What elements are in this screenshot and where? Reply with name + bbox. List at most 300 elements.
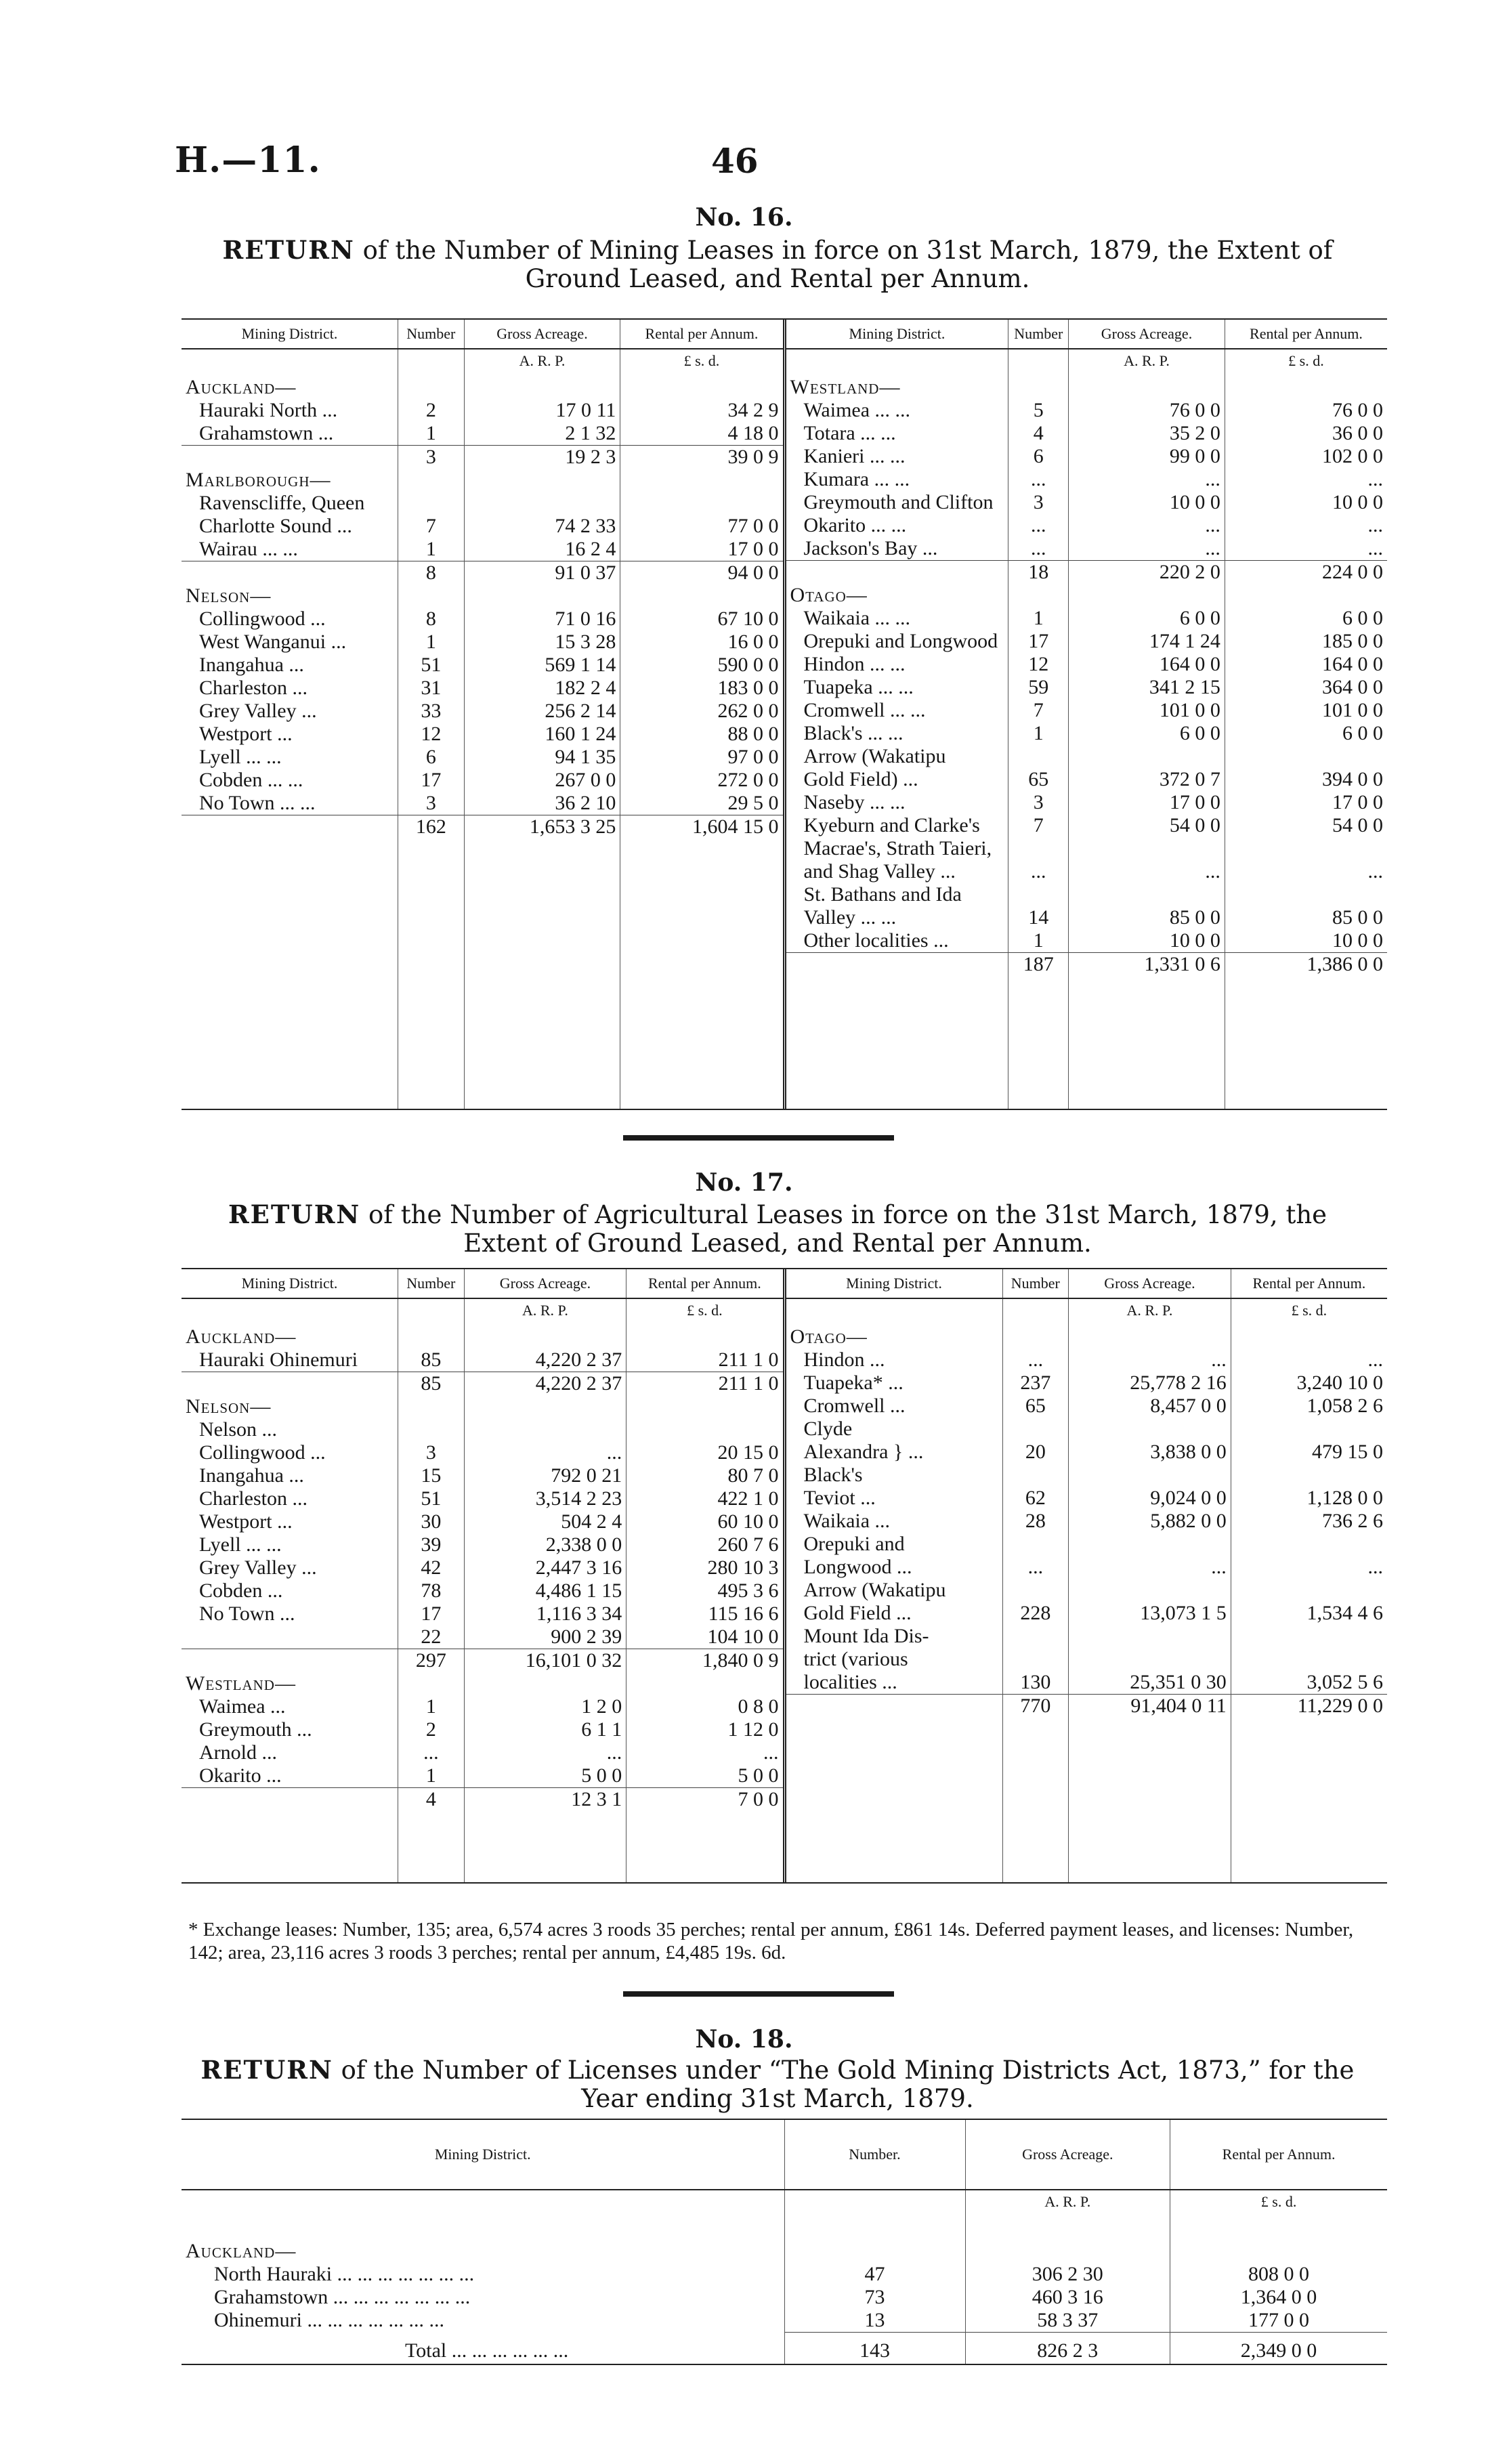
header-row	[182, 320, 783, 349]
number-cell	[398, 1418, 465, 1441]
return-table-licenses	[182, 2120, 1387, 2364]
district-cell: Greymouth ...	[182, 1718, 398, 1741]
rental-cell: 272 0 0	[717, 769, 779, 791]
total-row	[182, 1788, 783, 1812]
table-row	[182, 654, 783, 677]
acreage-cell: 341 2 15	[1069, 676, 1225, 699]
acreage-cell: 164 0 0	[1069, 653, 1225, 676]
number-cell: 30	[398, 1510, 465, 1533]
acreage-cell	[464, 1672, 626, 1695]
rental-cell: 211 1 0	[718, 1348, 779, 1371]
table-18-number: No. 18.	[695, 2025, 793, 2054]
acreage-cell: 5,882 0 0	[1069, 1510, 1231, 1533]
total-row	[182, 446, 783, 469]
acreage-cell: 54 0 0	[1069, 814, 1225, 837]
filler-cell	[1069, 976, 1225, 1109]
table-row	[786, 422, 1388, 445]
column-header-district: Mining District.	[182, 2120, 784, 2190]
number-cell: 31	[398, 677, 465, 700]
table-row	[182, 746, 783, 769]
number-cell: 3	[398, 446, 465, 469]
column-header-number: Number.	[784, 2120, 965, 2190]
district-cell	[182, 561, 398, 585]
rental-cell	[620, 469, 783, 492]
rental-cell: 479 15 0	[1312, 1441, 1383, 1463]
table-row	[182, 2263, 1387, 2286]
district-cell: and Shag Valley ...	[786, 860, 1008, 883]
rental-cell: 364 0 0	[1322, 676, 1383, 698]
total-row	[786, 1695, 1388, 1718]
rental-cell: 104 10 0	[707, 1626, 779, 1648]
acreage-cell: ...	[1069, 468, 1225, 491]
district-cell: Kanieri ... ...	[786, 445, 1008, 468]
district-cell: Alexandra } ...	[786, 1441, 1003, 1464]
acreage-cell: 1,116 3 34	[464, 1602, 626, 1626]
rental-cell	[626, 1418, 783, 1441]
district-cell: Westport ...	[182, 1510, 398, 1533]
number-cell	[1002, 1325, 1069, 1348]
acreage-cell: 267 0 0	[464, 769, 620, 792]
district-cell: Total ... ... ... ... ... ...	[182, 2333, 784, 2363]
acreage-cell	[464, 1418, 626, 1441]
column-header-number: Number	[398, 1269, 465, 1298]
district-cell: Mount Ida Dis-	[786, 1625, 1003, 1648]
acreage-cell: 5 0 0	[464, 1764, 626, 1788]
filler-cell	[1008, 976, 1069, 1109]
rental-cell: 262 0 0	[717, 700, 779, 722]
number-cell: 17	[398, 1602, 465, 1626]
acreage-cell: 2,447 3 16	[464, 1556, 626, 1579]
filler-cell	[398, 1811, 465, 1882]
table-row	[182, 769, 783, 792]
number-cell: ...	[1008, 468, 1069, 491]
column-header-number: Number	[1008, 320, 1069, 349]
district-cell: Cromwell ...	[786, 1395, 1003, 1418]
filler-row	[182, 2362, 1387, 2364]
total-row	[182, 561, 783, 585]
units-blank	[786, 349, 1008, 376]
number-cell	[398, 376, 465, 399]
rental-cell: 177 0 0	[1248, 2309, 1310, 2331]
rental-cell: 10 0 0	[1332, 491, 1383, 513]
header-row	[786, 1269, 1388, 1298]
rental-cell	[1231, 1418, 1387, 1441]
acreage-cell: 460 3 16	[965, 2286, 1170, 2309]
table-row	[182, 1741, 783, 1764]
table-row	[786, 445, 1388, 468]
table-row	[182, 515, 783, 538]
number-cell: 17	[398, 769, 465, 792]
number-cell: 20	[1002, 1441, 1069, 1464]
table-row	[786, 1372, 1388, 1395]
number-cell: 78	[398, 1579, 465, 1602]
filler-row	[786, 976, 1388, 1109]
district-cell	[182, 446, 398, 469]
filler-cell	[786, 1718, 1003, 1882]
number-cell: 3	[1008, 791, 1069, 814]
table-row	[182, 1441, 783, 1464]
rental-cell	[1225, 584, 1387, 607]
district-cell: Otago—	[786, 1325, 1003, 1348]
district-cell: Black's	[786, 1464, 1003, 1487]
rental-cell: 54 0 0	[1332, 814, 1383, 836]
column-header-rental: Rental per Annum.	[620, 320, 783, 349]
filler-row	[182, 838, 783, 1109]
rental-cell: 164 0 0	[1322, 653, 1383, 675]
number-cell	[1002, 1648, 1069, 1671]
table-row	[182, 1718, 783, 1741]
acreage-cell: ...	[1069, 1348, 1231, 1372]
district-cell: Orepuki and	[786, 1533, 1003, 1556]
filler-cell	[1069, 1718, 1231, 1882]
number-cell	[1008, 584, 1069, 607]
filler-cell	[626, 1811, 783, 1882]
district-cell: Ohinemuri ... ... ... ... ... ... ...	[182, 2309, 784, 2333]
acreage-cell	[1069, 837, 1225, 860]
rental-cell: 29 5 0	[727, 792, 779, 814]
title-text: of the Number of Mining Leases in force on 31st March, 1879, the Extent of Ground Leased, and Rental per Annum.	[354, 236, 1333, 293]
rental-cell: 6 0 0	[1342, 722, 1383, 744]
filler-cell	[1002, 1718, 1069, 1882]
units-row	[182, 1298, 783, 1325]
table-row	[182, 1510, 783, 1533]
return-table-left	[182, 1269, 783, 1882]
district-cell: Gold Field ...	[786, 1602, 1003, 1625]
district-cell: Waimea ...	[182, 1695, 398, 1718]
acreage-cell: 25,778 2 16	[1069, 1372, 1231, 1395]
district-cell: Valley ... ...	[786, 906, 1008, 929]
table-row	[182, 422, 783, 446]
table-row	[786, 1556, 1388, 1579]
district-cell: St. Bathans and Ida	[786, 883, 1008, 906]
number-cell: 65	[1008, 768, 1069, 791]
district-cell: Cromwell ... ...	[786, 699, 1008, 722]
number-cell: ...	[1008, 514, 1069, 537]
rental-cell: 16 0 0	[727, 631, 779, 653]
table-row	[786, 1487, 1388, 1510]
rental-cell: ...	[1367, 1556, 1383, 1578]
rental-cell: 20 15 0	[717, 1441, 779, 1464]
total-row	[182, 815, 783, 839]
filler-cell	[1170, 2362, 1387, 2364]
district-cell: West Wanganui ...	[182, 631, 398, 654]
acreage-cell	[1069, 1533, 1231, 1556]
column-header-district: Mining District.	[182, 1269, 398, 1298]
number-cell	[1008, 837, 1069, 860]
table-row	[182, 469, 783, 492]
rental-cell: 5 0 0	[738, 1764, 779, 1787]
rental-cell	[1170, 2240, 1387, 2263]
acreage-cell	[1069, 1325, 1231, 1348]
number-cell: 297	[398, 1649, 465, 1673]
number-cell: 7	[1008, 699, 1069, 722]
table-row	[182, 585, 783, 608]
acreage-cell: 10 0 0	[1069, 491, 1225, 514]
district-cell: No Town ...	[182, 1602, 398, 1626]
number-cell: 1	[398, 1764, 465, 1788]
rental-cell: 736 2 6	[1322, 1510, 1383, 1532]
district-cell: Orepuki and Longwood	[786, 630, 1008, 653]
units-acre: A. R. P.	[1069, 1298, 1231, 1325]
rental-cell: ...	[763, 1741, 779, 1764]
acreage-cell: 306 2 30	[965, 2263, 1170, 2286]
rental-cell: ...	[1367, 514, 1383, 536]
district-cell: Totara ... ...	[786, 422, 1008, 445]
district-cell: Tuapeka ... ...	[786, 676, 1008, 699]
table-row	[786, 768, 1388, 791]
rental-cell: 17 0 0	[727, 538, 779, 560]
acreage-cell: 4,220 2 37	[464, 1372, 626, 1396]
filler-cell	[965, 2362, 1170, 2364]
rental-cell	[626, 1325, 783, 1348]
number-cell: 1	[1008, 722, 1069, 745]
rental-cell: 88 0 0	[727, 723, 779, 745]
total-row	[182, 1372, 783, 1396]
filler-row	[786, 1718, 1388, 1882]
rental-cell: 94 0 0	[620, 561, 783, 585]
rental-cell: ...	[1367, 860, 1383, 883]
acreage-cell	[464, 585, 620, 608]
number-cell: 2	[398, 399, 465, 422]
table-row	[182, 492, 783, 515]
district-cell: Charleston ...	[182, 677, 398, 700]
table-row	[182, 2309, 1387, 2333]
acreage-cell: 91,404 0 11	[1069, 1695, 1231, 1718]
table-row	[182, 723, 783, 746]
district-cell: Arrow (Wakatipu	[786, 745, 1008, 768]
district-cell: Hauraki Ohinemuri	[182, 1348, 398, 1372]
acreage-cell: ...	[1069, 1556, 1231, 1579]
district-cell: Kyeburn and Clarke's	[786, 814, 1008, 837]
table-row	[182, 700, 783, 723]
filler-cell	[182, 1811, 398, 1882]
rental-cell: 185 0 0	[1322, 630, 1383, 652]
number-cell: 85	[398, 1372, 465, 1396]
number-cell	[398, 469, 465, 492]
number-cell	[398, 1325, 465, 1348]
number-cell: 130	[1002, 1671, 1069, 1695]
number-cell: 770	[1002, 1695, 1069, 1718]
table-row	[786, 1648, 1388, 1671]
acreage-cell	[1069, 745, 1225, 768]
rental-cell: 101 0 0	[1322, 699, 1383, 721]
table-row	[786, 468, 1388, 491]
acreage-cell: 6 0 0	[1069, 722, 1225, 745]
district-cell: Jackson's Bay ...	[786, 537, 1008, 561]
number-cell: 2	[398, 1718, 465, 1741]
district-cell: Clyde	[786, 1418, 1003, 1441]
number-cell: 4	[398, 1788, 465, 1812]
section-divider	[623, 1991, 894, 1997]
rental-cell: 34 2 9	[727, 399, 779, 421]
number-cell: 62	[1002, 1487, 1069, 1510]
acreage-cell: 3,838 0 0	[1069, 1441, 1231, 1464]
acreage-cell	[464, 1395, 626, 1418]
acreage-cell	[1069, 1648, 1231, 1671]
district-cell: Westland—	[182, 1672, 398, 1695]
number-cell: 5	[1008, 399, 1069, 422]
number-cell: ...	[1002, 1348, 1069, 1372]
acreage-cell	[1069, 1464, 1231, 1487]
acreage-cell: 4,486 1 15	[464, 1579, 626, 1602]
column-header-district: Mining District.	[786, 320, 1008, 349]
filler-cell	[620, 838, 783, 1109]
units-money: £ s. d.	[1288, 352, 1324, 369]
number-cell: 6	[398, 746, 465, 769]
district-cell	[182, 815, 398, 839]
column-header-acreage: Gross Acreage.	[1069, 1269, 1231, 1298]
report-reference: H.—11.	[175, 140, 321, 181]
column-header-number: Number	[1002, 1269, 1069, 1298]
rental-cell	[620, 376, 783, 399]
number-cell: 51	[398, 1487, 465, 1510]
number-cell: 1	[1008, 929, 1069, 953]
district-cell: Auckland—	[182, 2240, 784, 2263]
rental-cell	[1231, 1325, 1387, 1348]
rental-cell: 1,604 15 0	[620, 815, 783, 839]
table-row	[786, 1441, 1388, 1464]
table-row	[182, 538, 783, 561]
column-header-rental: Rental per Annum.	[626, 1269, 783, 1298]
total-row	[786, 953, 1388, 977]
table-17	[182, 1268, 1387, 1884]
table-row	[786, 1671, 1388, 1695]
district-cell	[786, 1695, 1003, 1718]
rental-cell: ...	[1367, 1348, 1383, 1371]
rental-cell: 80 7 0	[727, 1464, 779, 1487]
district-cell: No Town ... ...	[182, 792, 398, 815]
table-row	[786, 929, 1388, 953]
district-cell: Grey Valley ...	[182, 700, 398, 723]
rental-cell: 1 12 0	[727, 1718, 779, 1741]
number-cell: 18	[1008, 561, 1069, 585]
table-row	[786, 653, 1388, 676]
district-cell: localities ...	[786, 1671, 1003, 1695]
district-cell: Wairau ... ...	[182, 538, 398, 561]
rental-cell: 808 0 0	[1248, 2263, 1310, 2285]
district-cell: Ravenscliffe, Queen	[182, 492, 398, 515]
table-row	[786, 584, 1388, 607]
table-row	[786, 791, 1388, 814]
units-money: £ s. d.	[687, 1302, 723, 1319]
district-cell: Okarito ...	[182, 1764, 398, 1788]
units-blank	[398, 1298, 465, 1325]
table-row	[786, 814, 1388, 837]
district-cell: Gold Field) ...	[786, 768, 1008, 791]
rental-cell: 495 3 6	[717, 1579, 779, 1602]
acreage-cell	[1069, 376, 1225, 399]
rental-cell: 224 0 0	[1225, 561, 1387, 585]
acreage-cell: 256 2 14	[464, 700, 620, 723]
acreage-cell	[965, 2240, 1170, 2263]
table-row	[182, 2240, 1387, 2263]
filler-row	[182, 1811, 783, 1882]
units-blank	[1002, 1298, 1069, 1325]
acreage-cell	[464, 469, 620, 492]
acreage-cell: 74 2 33	[464, 515, 620, 538]
acreage-cell: 85 0 0	[1069, 906, 1225, 929]
district-cell	[182, 1649, 398, 1673]
rental-cell: 11,229 0 0	[1231, 1695, 1387, 1718]
rental-cell	[1225, 883, 1387, 906]
acreage-cell	[464, 376, 620, 399]
filler-cell	[398, 838, 465, 1109]
table-row	[182, 631, 783, 654]
number-cell	[1002, 1533, 1069, 1556]
table-row	[182, 1626, 783, 1649]
acreage-cell: 4,220 2 37	[464, 1348, 626, 1372]
rental-cell	[1231, 1648, 1387, 1671]
table-17-title	[188, 1200, 1367, 1258]
table-row	[786, 1579, 1388, 1602]
table-row	[182, 677, 783, 700]
number-cell: ...	[1008, 860, 1069, 883]
number-cell: 3	[1008, 491, 1069, 514]
number-cell: 12	[398, 723, 465, 746]
rental-cell	[1231, 1579, 1387, 1602]
rental-cell: 260 7 6	[717, 1533, 779, 1556]
district-cell: Nelson—	[182, 585, 398, 608]
acreage-cell: ...	[464, 1741, 626, 1764]
total-row	[786, 561, 1388, 585]
number-cell: 1	[1008, 607, 1069, 630]
number-cell: 22	[398, 1626, 465, 1649]
units-blank	[398, 349, 465, 376]
table-row	[182, 608, 783, 631]
table-row	[786, 906, 1388, 929]
district-cell: Inangahua ...	[182, 654, 398, 677]
table-17-number: No. 17.	[695, 1168, 793, 1197]
district-cell: Hindon ...	[786, 1348, 1003, 1372]
table-row	[786, 1325, 1388, 1348]
table-row	[786, 630, 1388, 653]
rental-cell: 10 0 0	[1332, 929, 1383, 952]
district-cell: Cobden ...	[182, 1579, 398, 1602]
district-cell	[182, 1372, 398, 1396]
number-cell: 1	[398, 631, 465, 654]
units-row	[182, 349, 783, 376]
table-16-number: No. 16.	[695, 203, 793, 232]
district-cell	[182, 1788, 398, 1812]
district-cell: Nelson ...	[182, 1418, 398, 1441]
acreage-cell: ...	[464, 1441, 626, 1464]
column-header-district: Mining District.	[182, 320, 398, 349]
rental-cell	[1225, 837, 1387, 860]
rental-cell: 85 0 0	[1332, 906, 1383, 929]
rental-cell: 1,386 0 0	[1225, 953, 1387, 977]
table-row	[182, 1325, 783, 1348]
number-cell: 59	[1008, 676, 1069, 699]
units-money: £ s. d.	[683, 352, 720, 369]
district-cell: Collingwood ...	[182, 608, 398, 631]
acreage-cell: 174 1 24	[1069, 630, 1225, 653]
number-cell: 4	[1008, 422, 1069, 445]
district-cell: Hauraki North ...	[182, 399, 398, 422]
units-blank	[182, 349, 398, 376]
district-cell: Waikaia ...	[786, 1510, 1003, 1533]
rental-cell: 102 0 0	[1322, 445, 1383, 467]
rental-cell: 3,052 5 6	[1306, 1671, 1383, 1693]
units-acre: A. R. P.	[464, 349, 620, 376]
number-cell: ...	[1002, 1556, 1069, 1579]
title-return-word: RETURN	[200, 2055, 333, 2085]
district-cell: Kumara ... ...	[786, 468, 1008, 491]
filler-cell	[182, 2362, 784, 2364]
acreage-cell: 1,653 3 25	[464, 815, 620, 839]
rental-cell	[620, 492, 783, 515]
acreage-cell: 6 1 1	[464, 1718, 626, 1741]
table-row	[182, 1695, 783, 1718]
